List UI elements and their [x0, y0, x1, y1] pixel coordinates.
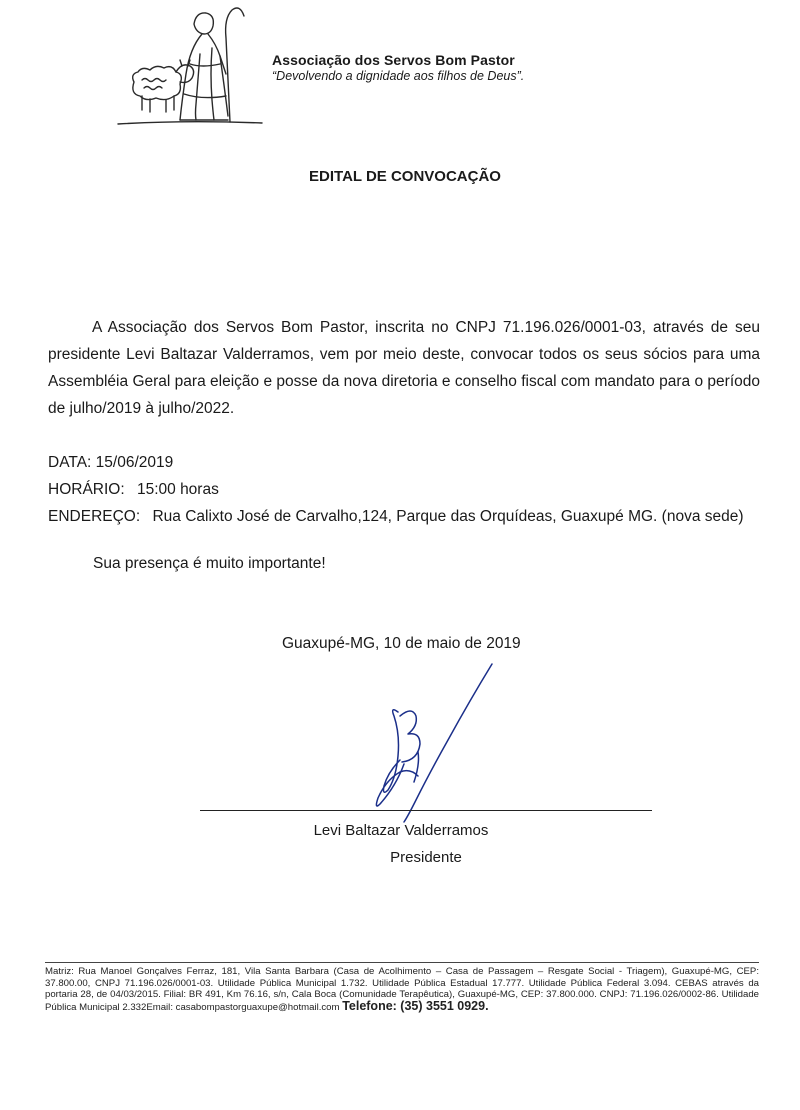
footer-phone: Telefone: (35) 3551 0929.	[342, 998, 489, 1013]
place-and-date: Guaxupé-MG, 10 de maio de 2019	[282, 635, 521, 652]
org-header	[272, 52, 572, 83]
address-label: ENDEREÇO:	[48, 508, 141, 525]
paragraph-text: A Associação dos Servos Bom Pastor, inscrita no CNPJ 71.196.026/0001-03, através de seu presidente Levi Baltazar Valderramos, vem por meio deste, convocar todos os seus sócios para uma Assembléia Geral para eleição e posse da nova diretoria e conselho fiscal com mandato para o período de julho/2019 à julho/2022.	[48, 319, 760, 417]
handwritten-signature	[360, 660, 510, 830]
footer	[45, 966, 759, 1013]
shepherd-logo-icon	[116, 4, 264, 130]
org-name: Associação dos Servos Bom Pastor	[272, 52, 515, 68]
time-label: HORÁRIO:	[48, 481, 125, 498]
convocation-paragraph	[48, 314, 760, 422]
date-label: DATA:	[48, 454, 92, 471]
address-value: Rua Calixto José de Carvalho,124, Parque das Orquídeas, Guaxupé MG. (nova sede)	[152, 508, 744, 525]
address-row	[48, 503, 744, 530]
org-motto: “Devolvendo a dignidade aos filhos de Deus”.	[272, 69, 525, 83]
time-value: 15:00 horas	[136, 481, 219, 498]
time-row	[48, 476, 744, 503]
footer-text: Matriz: Rua Manoel Gonçalves Ferraz, 181, Vila Santa Barbara (Casa de Acolhimento – Casa de Passagem – Resgate Social - Triagem), Guaxupé-MG, CEP: 37.800.00, CNPJ 71.196.026/0001-03. Utilidade Pública Municipal 1.732. Utilidade Pública Estadual 17.777. Utilidade Pública Federal 3.094. CEBAS através da portaria 28, de 04/03/2015. Filial: BR 491, Km 76.16, s/n, Cala Boca (Comunidade Terapêutica), Guaxupé-MG, CEP: 37.800.000. CNPJ: 71.196.026/0002-86. Utilidade Pública Municipal 2.332Email: casabompastorguaxupe@hotmail.com	[45, 966, 759, 1013]
closing-remark: Sua presença é muito importante!	[93, 555, 326, 572]
signer-name: Levi Baltazar Valderramos	[313, 822, 489, 839]
date-value: 15/06/2019	[95, 454, 174, 471]
signature-line	[200, 810, 652, 811]
date-row	[48, 449, 744, 476]
signer-role: Presidente	[390, 849, 462, 866]
document-title: EDITAL DE CONVOCAÇÃO	[309, 168, 501, 185]
meeting-details	[48, 449, 744, 530]
footer-divider	[45, 962, 759, 963]
